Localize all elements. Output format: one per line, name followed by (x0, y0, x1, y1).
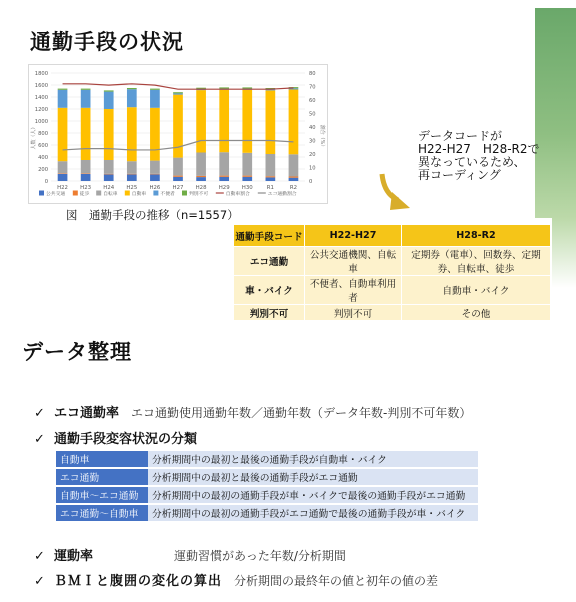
code-table-row (234, 305, 551, 321)
bar-segment (242, 177, 252, 181)
y-tick-label: 400 (38, 155, 48, 161)
bar-segment (58, 108, 68, 161)
legend-label: 自転車 (103, 192, 118, 197)
code-cell: 不便者、自動車利用者 (305, 276, 402, 305)
item-eco-rate (34, 402, 471, 421)
item-classification (34, 428, 197, 447)
legend-swatch (73, 191, 78, 196)
curved-arrow-icon (376, 170, 416, 214)
check-icon: ✓ (34, 406, 45, 421)
y-axis-title: 人数（人） (31, 124, 37, 150)
x-tick-label: H27 (172, 185, 184, 191)
class-row (56, 486, 478, 504)
bar-segment (266, 90, 276, 154)
code-cell: 車・バイク (234, 276, 305, 305)
bar-segment (127, 174, 137, 175)
bar-segment (266, 176, 276, 177)
code-cell: 自動車・バイク (402, 276, 551, 305)
legend-swatch (125, 191, 130, 196)
bar-segment (127, 107, 137, 161)
class-key: エコ通勤～自動車 (56, 504, 148, 522)
bar-segment (127, 89, 137, 107)
code-cell: 判別不可 (234, 305, 305, 321)
bar-segment (173, 176, 183, 177)
code-table-row (234, 247, 551, 276)
x-tick-label: H26 (149, 185, 161, 191)
bar-segment (266, 154, 276, 176)
check-icon: ✓ (34, 432, 45, 447)
item-label: エコ通勤率 (54, 406, 120, 421)
bar-segment (219, 90, 229, 152)
y2-tick-label: 80 (309, 71, 316, 77)
page-title: 通勤手段の状況 (30, 30, 184, 54)
chart-caption: 図 通勤手段の推移（n=1557） (66, 208, 239, 222)
y2-tick-label: 40 (309, 125, 316, 131)
note-line: データコードが (418, 129, 503, 143)
bar-segment (150, 174, 160, 175)
bar-segment (127, 174, 137, 181)
legend-label: 自動車 (131, 192, 147, 197)
class-value: 分析期間中の最初の通勤手段が車・バイクで最後の通勤手段がエコ通勤 (148, 486, 478, 504)
y2-tick-label: 30 (309, 138, 316, 145)
commute-chart (28, 64, 328, 204)
class-row (56, 468, 478, 486)
bar-segment (242, 176, 252, 177)
class-value: 分析期間中の最初の通勤手段がエコ通勤で最後の通勤手段が車・バイク (148, 504, 478, 522)
bar-segment (150, 161, 160, 174)
bar-segment (81, 90, 91, 108)
bar-segment (289, 177, 299, 178)
legend-swatch (182, 191, 187, 196)
section-title: データ整理 (22, 340, 132, 364)
bar-segment (58, 90, 68, 108)
recode-note (418, 130, 540, 182)
code-table (233, 224, 551, 321)
class-value: 分析期間中の最初と最後の通勤手段がエコ通勤 (148, 468, 478, 486)
bar-segment (104, 92, 114, 109)
bar-segment (150, 174, 160, 181)
bar-segment (196, 176, 206, 177)
y-tick-label: 1600 (34, 83, 48, 89)
bar-segment (104, 90, 114, 91)
x-tick-label: R2 (289, 185, 298, 191)
bar-segment (242, 87, 252, 88)
bar-segment (219, 87, 229, 88)
chart-svg (29, 65, 327, 203)
bar-segment (196, 153, 206, 176)
y-tick-label: 1000 (34, 119, 48, 125)
series-line (63, 84, 294, 89)
x-tick-label: R1 (266, 185, 274, 191)
bar-segment (58, 89, 68, 90)
y-tick-label: 0 (44, 179, 48, 185)
item-desc: 分析期間の最終年の値と初年の値の差 (234, 574, 439, 588)
code-table-row (234, 276, 551, 305)
y2-tick-label: 60 (309, 98, 316, 104)
legend-swatch (39, 191, 44, 196)
bar-segment (81, 173, 91, 174)
legend-label: 自動車割合 (225, 192, 250, 197)
bar-segment (58, 173, 68, 174)
code-header-cell: 通勤手段コード (234, 225, 305, 247)
class-value: 分析期間中の最初と最後の通勤手段が自動車・バイク (148, 451, 478, 468)
legend-label: 公共交通 (46, 192, 66, 197)
y2-tick-label: 70 (309, 84, 316, 91)
y-tick-label: 1200 (34, 107, 48, 113)
note-line: 再コーディング (418, 168, 501, 182)
bar-segment (150, 90, 160, 108)
bar-segment (242, 90, 252, 153)
y2-tick-label: 20 (309, 152, 316, 158)
legend-swatch (153, 191, 158, 196)
bar-segment (150, 89, 160, 90)
legend-label: エコ通勤割合 (267, 192, 297, 197)
x-tick-label: H30 (241, 185, 253, 191)
code-cell: その他 (402, 305, 551, 321)
bar-segment (219, 176, 229, 177)
code-cell: 公共交通機関、自転車 (305, 247, 402, 276)
bar-segment (81, 160, 91, 173)
bar-segment (58, 161, 68, 173)
item-desc: エコ通勤使用通勤年数／通勤年数（データ年数-判別不可年数） (131, 406, 472, 420)
x-tick-label: H29 (218, 185, 230, 191)
item-label: 運動率 (54, 549, 94, 564)
code-cell: 判別不可 (305, 305, 402, 321)
y2-tick-label: 10 (309, 165, 316, 172)
x-tick-label: H23 (80, 185, 92, 191)
bar-segment (58, 174, 68, 181)
code-header-cell: H22-H27 (305, 225, 402, 247)
bar-segment (219, 177, 229, 181)
code-cell: 定期券（電車）、回数券、定期券、自転車、徒歩 (402, 247, 551, 276)
y2-tick-label: 0 (309, 179, 313, 185)
y2-axis-title: 割合（%） (319, 124, 325, 150)
bar-segment (81, 108, 91, 160)
y-tick-label: 600 (38, 143, 48, 149)
bar-segment (104, 174, 114, 181)
bar-segment (127, 88, 137, 89)
bar-segment (196, 177, 206, 181)
bar-segment (173, 92, 183, 93)
decorative-green-bar (535, 8, 576, 218)
x-tick-label: H24 (103, 185, 115, 191)
class-key: 自動車 (56, 451, 148, 468)
bar-segment (173, 158, 183, 176)
class-key: 自動車～エコ通勤 (56, 486, 148, 504)
class-row (56, 504, 478, 522)
y-tick-label: 800 (38, 131, 48, 137)
item-label: 通勤手段変容状況の分類 (54, 432, 198, 447)
x-tick-label: H25 (126, 185, 138, 191)
bar-segment (150, 108, 160, 161)
bar-segment (289, 90, 299, 155)
y2-tick-label: 50 (309, 111, 316, 118)
y-tick-label: 1800 (34, 71, 48, 77)
item-bmi (34, 570, 438, 589)
bar-segment (173, 93, 183, 94)
class-row (56, 451, 478, 468)
bar-segment (104, 109, 114, 160)
item-desc: 運動習慣があった年数/分析期間 (174, 549, 346, 563)
code-cell: エコ通勤 (234, 247, 305, 276)
x-tick-label: H22 (57, 185, 69, 191)
check-icon: ✓ (34, 549, 45, 564)
class-key: エコ通勤 (56, 468, 148, 486)
legend-swatch (96, 191, 101, 196)
bar-segment (81, 174, 91, 181)
x-tick-label: H28 (195, 185, 207, 191)
legend-label: 徒歩 (79, 192, 90, 197)
y-tick-label: 1400 (34, 95, 48, 101)
bar-segment (219, 152, 229, 175)
code-table-header (234, 225, 551, 247)
note-line: H22-H27 H28-R2で (418, 142, 540, 156)
bar-segment (242, 153, 252, 176)
bar-segment (266, 177, 276, 181)
bar-segment (81, 89, 91, 90)
bar-segment (127, 161, 137, 174)
legend-label: 不便者 (160, 192, 175, 197)
item-exercise-rate (34, 545, 346, 564)
bar-segment (289, 178, 299, 181)
note-line: 異なっているため、 (418, 155, 526, 169)
bar-segment (196, 90, 206, 152)
bar-segment (289, 154, 299, 176)
bar-segment (173, 177, 183, 181)
legend-label: 判別不可 (189, 192, 209, 197)
y-tick-label: 200 (38, 167, 48, 173)
item-label: ＢＭＩと腹囲の変化の算出 (54, 574, 223, 589)
bar-segment (104, 160, 114, 174)
bar-segment (104, 174, 114, 175)
classification-table (56, 451, 478, 523)
decorative-green-fade (552, 218, 576, 288)
code-header-cell: H28-R2 (402, 225, 551, 247)
check-icon: ✓ (34, 574, 45, 589)
